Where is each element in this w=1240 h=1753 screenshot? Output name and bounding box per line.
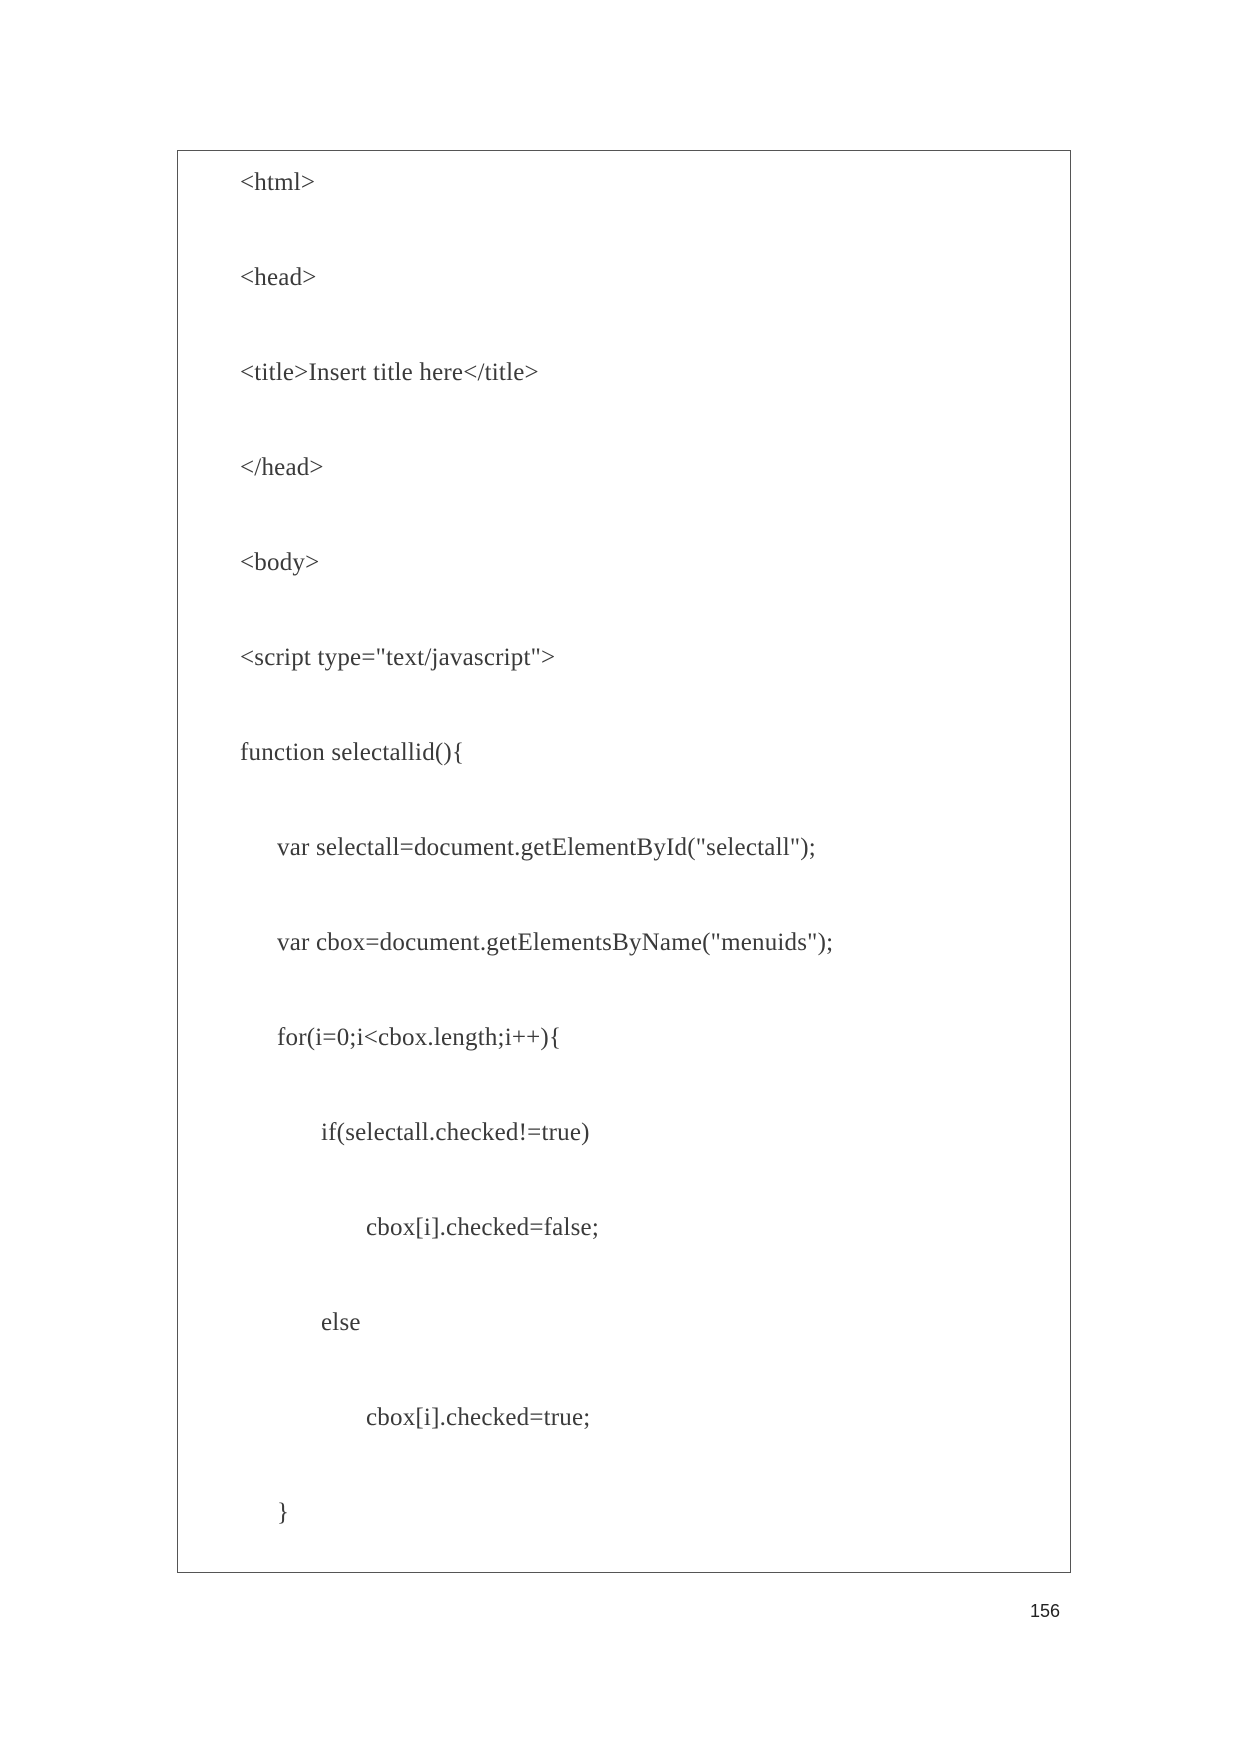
code-line-2: <head>: [240, 264, 317, 291]
code-line-14: cbox[i].checked=true;: [366, 1404, 591, 1431]
code-line-6: <script type="text/javascript">: [240, 644, 556, 671]
code-line-7: function selectallid(){: [240, 739, 465, 766]
code-line-12: cbox[i].checked=false;: [366, 1214, 599, 1241]
code-line-8: var selectall=document.getElementById("selectall");: [277, 834, 816, 861]
code-line-13: else: [321, 1309, 361, 1336]
code-line-1: <html>: [240, 169, 316, 196]
code-line-10: for(i=0;i<cbox.length;i++){: [277, 1024, 562, 1051]
page-number: 156: [1029, 1601, 1060, 1621]
code-line-9: var cbox=document.getElementsByName("menuids");: [277, 929, 834, 956]
code-line-5: <body>: [240, 549, 320, 576]
code-line-15: }: [277, 1499, 290, 1526]
code-line-4: </head>: [240, 454, 324, 481]
code-line-11: if(selectall.checked!=true): [321, 1119, 590, 1146]
code-line-3: <title>Insert title here</title>: [240, 359, 539, 386]
